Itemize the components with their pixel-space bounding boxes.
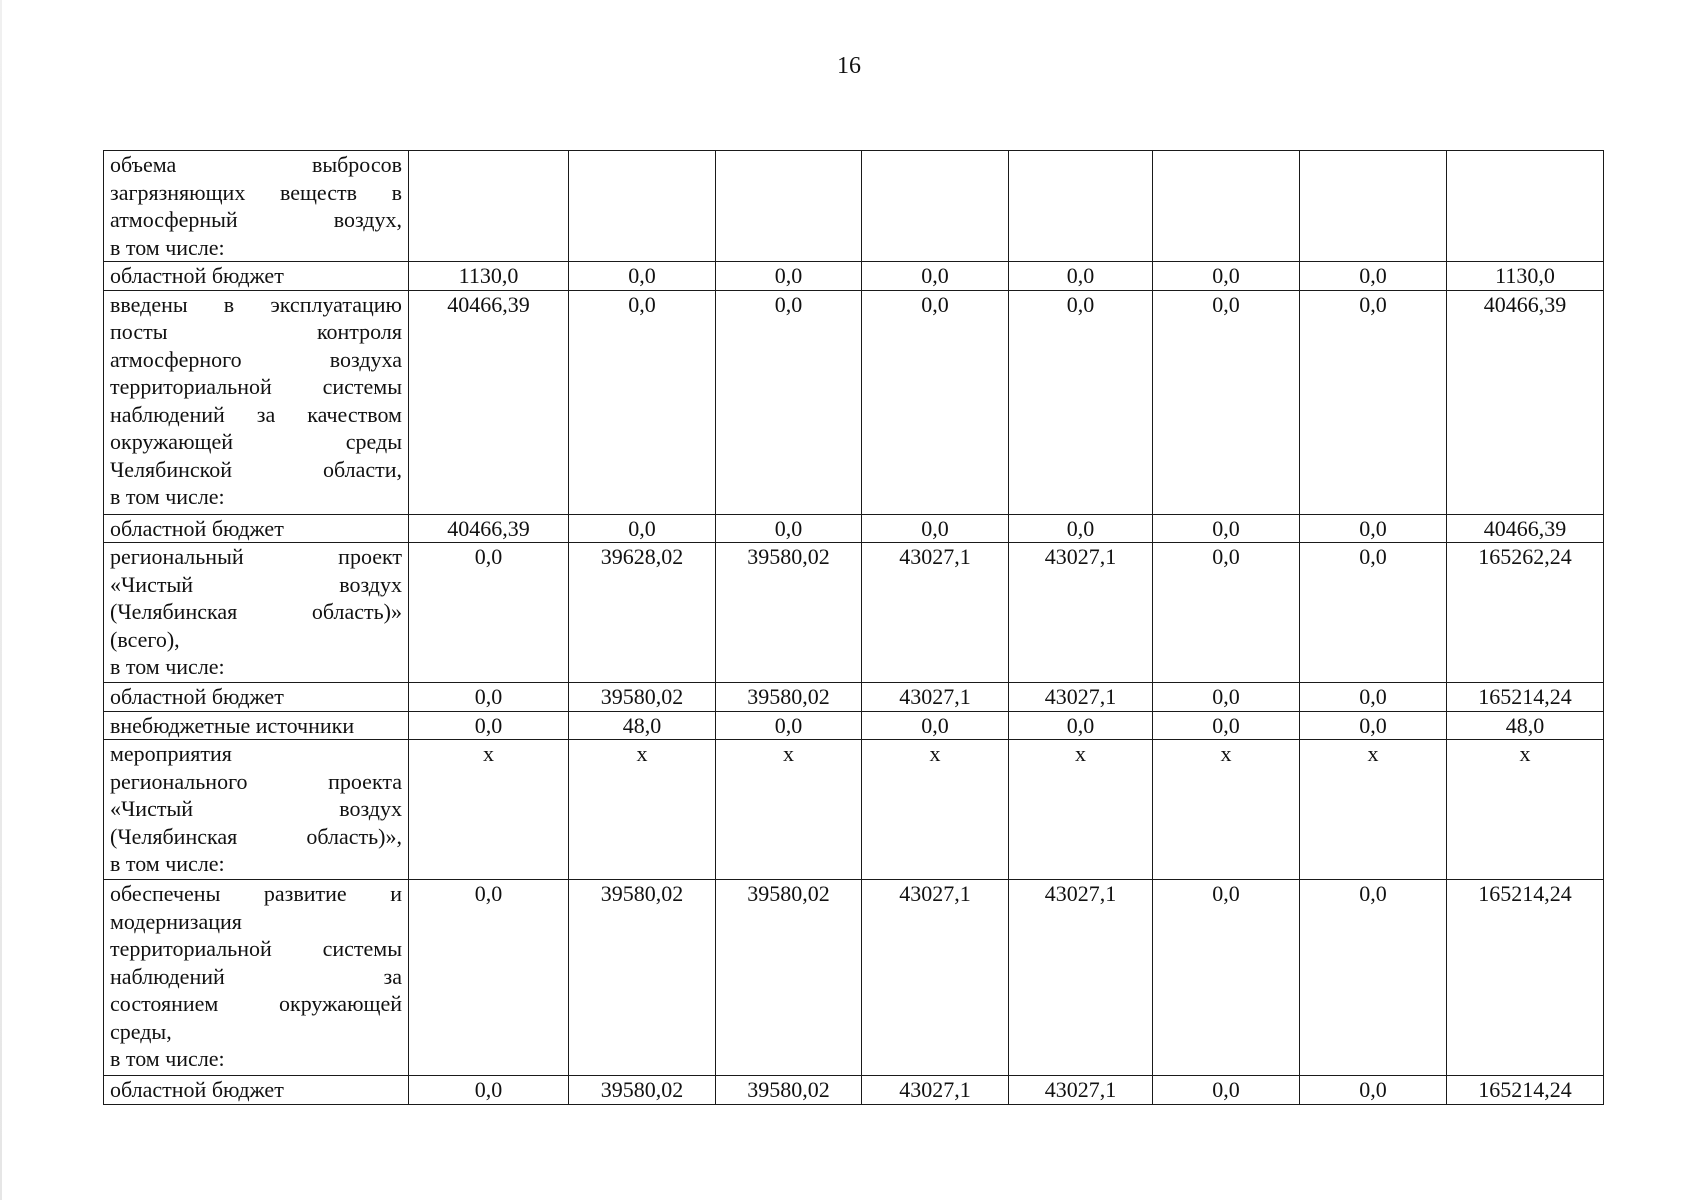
value-cell: 43027,1: [862, 880, 1009, 1076]
row-label-line: [110, 768, 402, 796]
row-label-line: (всего),: [110, 626, 180, 652]
row-label-line: в том числе:: [110, 1046, 225, 1071]
table-row: [104, 543, 1604, 683]
value-cell: 0,0: [1009, 290, 1153, 514]
value-cell: 40466,39: [409, 514, 569, 543]
row-label-line: областной бюджет: [110, 1077, 284, 1102]
row-label-word: контроля: [316, 319, 402, 344]
value-cell: 48,0: [1447, 711, 1604, 740]
row-label: [104, 1076, 409, 1105]
budget-table: [103, 150, 1604, 1105]
row-label-line: модернизация: [110, 908, 242, 934]
row-label-line: [110, 963, 402, 991]
value-cell: [716, 151, 862, 262]
value-cell: 0,0: [409, 543, 569, 683]
row-label-line: [110, 795, 402, 823]
value-cell: х: [1009, 740, 1153, 880]
row-label-word: введены: [110, 291, 188, 317]
row-label-word: «Чистый: [110, 796, 194, 821]
value-cell: 39580,02: [716, 683, 862, 712]
row-label-word: в: [223, 291, 235, 317]
value-cell: 165214,24: [1447, 683, 1604, 712]
row-label-line: [110, 291, 402, 319]
value-cell: 43027,1: [1009, 543, 1153, 683]
row-label-word: область)»: [311, 599, 402, 624]
value-cell: х: [716, 740, 862, 880]
value-cell: [862, 151, 1009, 262]
row-label-word: объема: [110, 152, 177, 177]
row-label-word: воздуха: [329, 346, 402, 372]
table-row: [104, 1076, 1604, 1105]
row-label: [104, 290, 409, 514]
value-cell: 40466,39: [1447, 514, 1604, 543]
row-label-word: наблюдений: [110, 963, 225, 989]
row-label-line: [110, 543, 402, 571]
row-label-word: (Челябинская: [110, 823, 238, 849]
value-cell: х: [1447, 740, 1604, 880]
table-row: [104, 880, 1604, 1076]
table-row: [104, 683, 1604, 712]
row-label-word: состоянием: [110, 991, 219, 1016]
row-label-word: атмосферный: [110, 207, 238, 232]
row-label-line: среды,: [110, 1018, 172, 1044]
row-label-line: в том числе:: [110, 654, 225, 679]
value-cell: 40466,39: [409, 290, 569, 514]
value-cell: 165262,24: [1447, 543, 1604, 683]
row-label-word: за: [256, 401, 276, 427]
row-label-word: веществ: [279, 179, 357, 205]
row-label-line: [110, 318, 402, 346]
row-label-line: [110, 401, 402, 429]
value-cell: 165214,24: [1447, 880, 1604, 1076]
value-cell: 43027,1: [862, 683, 1009, 712]
scan-edge: [0, 0, 2, 1200]
value-cell: 0,0: [409, 1076, 569, 1105]
row-label-line: [110, 935, 402, 963]
row-label: [104, 151, 409, 262]
value-cell: 43027,1: [862, 1076, 1009, 1105]
value-cell: 0,0: [716, 711, 862, 740]
row-label-line: [110, 456, 402, 484]
row-label-word: системы: [322, 374, 402, 399]
row-label-line: [110, 151, 402, 179]
row-label-line: областной бюджет: [110, 515, 284, 541]
value-cell: 0,0: [862, 711, 1009, 740]
value-cell: 0,0: [1009, 514, 1153, 543]
row-label: [104, 262, 409, 291]
value-cell: 0,0: [716, 514, 862, 543]
row-label-line: [110, 990, 402, 1018]
row-label-line: [110, 598, 402, 626]
value-cell: [409, 151, 569, 262]
row-label-word: окружающей: [110, 429, 233, 454]
row-label-word: территориальной: [110, 374, 272, 399]
value-cell: 0,0: [569, 514, 716, 543]
row-label-word: (Челябинская: [110, 599, 238, 624]
row-label-word: «Чистый: [110, 571, 194, 597]
value-cell: 43027,1: [1009, 880, 1153, 1076]
row-label-word: и: [390, 881, 402, 906]
row-label-word: проект: [338, 544, 402, 569]
value-cell: 48,0: [569, 711, 716, 740]
value-cell: 0,0: [1300, 262, 1447, 291]
row-label-word: наблюдений: [110, 401, 225, 427]
value-cell: 0,0: [1153, 290, 1300, 514]
table-body: [104, 151, 1604, 1105]
row-label: [104, 543, 409, 683]
table-row: [104, 262, 1604, 291]
value-cell: 0,0: [1300, 514, 1447, 543]
row-label: [104, 740, 409, 880]
row-label-word: области,: [322, 456, 402, 482]
table-row: [104, 740, 1604, 880]
value-cell: 0,0: [1300, 880, 1447, 1076]
value-cell: 0,0: [409, 880, 569, 1076]
row-label-word: воздух,: [333, 207, 402, 232]
value-cell: 40466,39: [1447, 290, 1604, 514]
row-label-word: качеством: [307, 401, 402, 427]
value-cell: х: [1153, 740, 1300, 880]
value-cell: 1130,0: [409, 262, 569, 291]
value-cell: 39580,02: [569, 880, 716, 1076]
value-cell: 1130,0: [1447, 262, 1604, 291]
value-cell: 39580,02: [569, 1076, 716, 1105]
value-cell: 0,0: [409, 683, 569, 712]
value-cell: [1447, 151, 1604, 262]
row-label-line: в том числе:: [110, 484, 225, 509]
row-label-word: воздух: [339, 571, 402, 597]
row-label-word: территориальной: [110, 936, 272, 961]
row-label-word: проекта: [328, 768, 402, 794]
value-cell: 0,0: [569, 262, 716, 291]
value-cell: 0,0: [1153, 262, 1300, 291]
value-cell: [1009, 151, 1153, 262]
value-cell: 0,0: [1153, 1076, 1300, 1105]
value-cell: 39580,02: [716, 543, 862, 683]
value-cell: 39580,02: [716, 1076, 862, 1105]
value-cell: х: [409, 740, 569, 880]
row-label-word: окружающей: [279, 991, 402, 1016]
row-label-word: региональный: [110, 544, 244, 569]
table-row: [104, 290, 1604, 514]
value-cell: 43027,1: [862, 543, 1009, 683]
value-cell: 0,0: [1300, 290, 1447, 514]
row-label: [104, 514, 409, 543]
row-label-word: воздух: [339, 796, 402, 821]
value-cell: 0,0: [1153, 711, 1300, 740]
row-label: [104, 711, 409, 740]
value-cell: 0,0: [862, 262, 1009, 291]
row-label-line: в том числе:: [110, 851, 225, 876]
row-label-line: [110, 571, 402, 599]
value-cell: 0,0: [1300, 711, 1447, 740]
row-label-line: в том числе:: [110, 234, 225, 260]
value-cell: 0,0: [1153, 880, 1300, 1076]
row-label-word: Челябинской: [110, 456, 233, 482]
value-cell: 0,0: [1153, 683, 1300, 712]
row-label-line: [110, 880, 402, 908]
row-label-line: внебюджетные источники: [110, 712, 355, 738]
row-label-word: развитие: [263, 881, 347, 906]
value-cell: 39628,02: [569, 543, 716, 683]
value-cell: 0,0: [862, 290, 1009, 514]
row-label-line: [110, 428, 402, 456]
value-cell: 39580,02: [569, 683, 716, 712]
value-cell: 39580,02: [716, 880, 862, 1076]
value-cell: 0,0: [1153, 514, 1300, 543]
value-cell: [1300, 151, 1447, 262]
value-cell: 0,0: [1009, 262, 1153, 291]
table-row: [104, 151, 1604, 262]
value-cell: 165214,24: [1447, 1076, 1604, 1105]
row-label-line: [110, 373, 402, 401]
row-label-word: загрязняющих: [110, 179, 246, 205]
row-label-word: системы: [322, 936, 402, 961]
row-label-word: посты: [110, 319, 168, 344]
value-cell: 0,0: [1300, 543, 1447, 683]
value-cell: х: [1300, 740, 1447, 880]
budget-table-container: [103, 150, 1603, 1105]
row-label-line: мероприятия: [110, 741, 232, 766]
value-cell: 0,0: [1300, 1076, 1447, 1105]
row-label-word: область)»,: [306, 823, 402, 849]
table-row: [104, 711, 1604, 740]
row-label-line: областной бюджет: [110, 684, 284, 709]
row-label-word: за: [383, 963, 402, 989]
row-label-line: [110, 179, 402, 207]
row-label-line: [110, 823, 402, 851]
row-label-word: в: [391, 179, 402, 205]
row-label-word: обеспечены: [110, 881, 221, 906]
value-cell: 0,0: [409, 711, 569, 740]
value-cell: 0,0: [862, 514, 1009, 543]
value-cell: 0,0: [1009, 711, 1153, 740]
value-cell: 0,0: [716, 262, 862, 291]
row-label-line: областной бюджет: [110, 263, 284, 288]
value-cell: [1153, 151, 1300, 262]
row-label-word: регионального: [110, 768, 248, 794]
value-cell: 43027,1: [1009, 683, 1153, 712]
page-number: 16: [837, 53, 861, 79]
value-cell: 0,0: [716, 290, 862, 514]
row-label-word: выбросов: [311, 152, 402, 177]
row-label-word: эксплуатацию: [270, 291, 402, 317]
row-label: [104, 683, 409, 712]
value-cell: 43027,1: [1009, 1076, 1153, 1105]
row-label-word: атмосферного: [110, 346, 242, 372]
row-label-line: [110, 346, 402, 374]
row-label-line: [110, 206, 402, 234]
value-cell: 0,0: [1300, 683, 1447, 712]
value-cell: 0,0: [1153, 543, 1300, 683]
value-cell: [569, 151, 716, 262]
table-row: [104, 514, 1604, 543]
value-cell: х: [862, 740, 1009, 880]
row-label: [104, 880, 409, 1076]
row-label-word: среды: [345, 429, 402, 454]
value-cell: х: [569, 740, 716, 880]
value-cell: 0,0: [569, 290, 716, 514]
